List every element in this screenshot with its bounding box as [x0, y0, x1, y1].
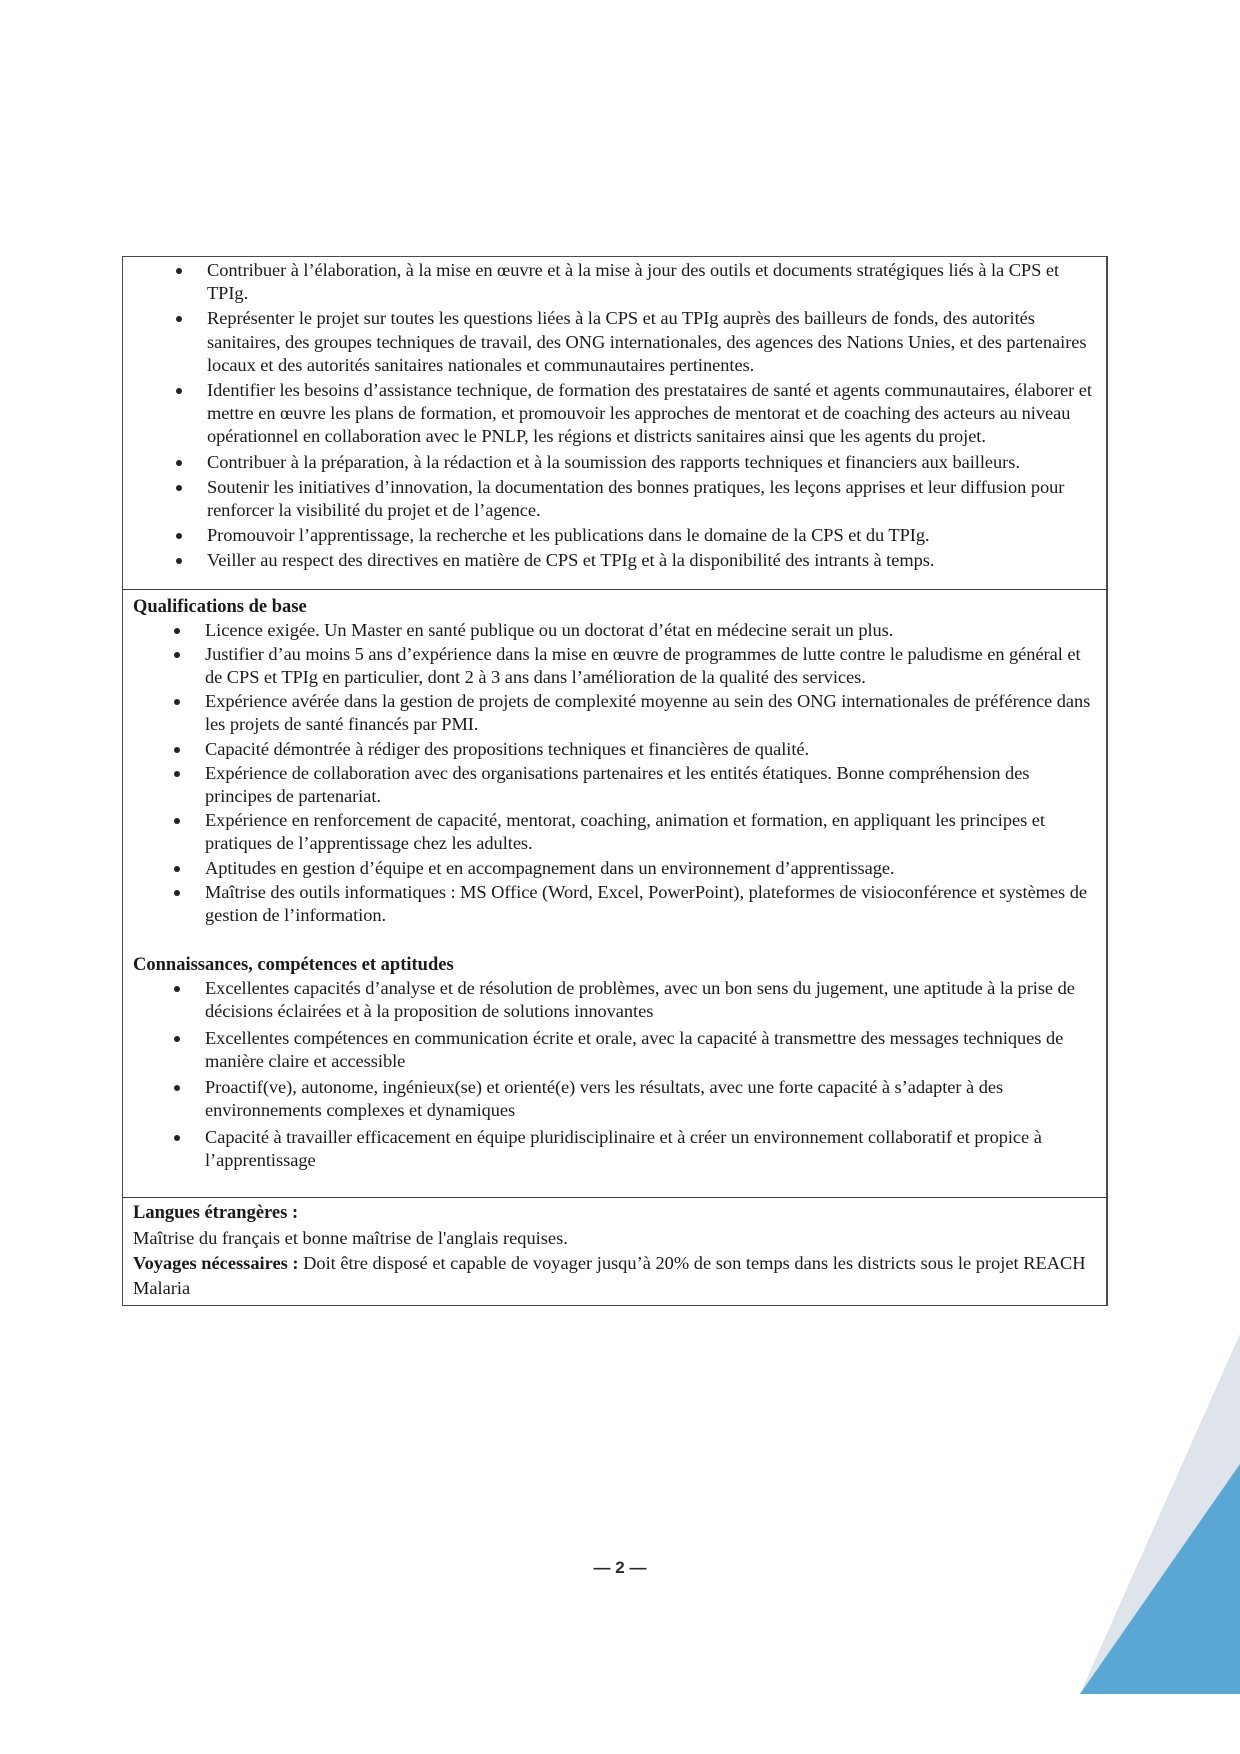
- qualifications-section: [123, 589, 1106, 1197]
- qualifications-heading: Qualifications de base: [133, 596, 307, 617]
- competencies-list: [123, 977, 1098, 1197]
- travel-requirement: [133, 1251, 1098, 1301]
- bullet-icon: [174, 1085, 180, 1091]
- bullet-icon: [174, 1036, 180, 1042]
- list-item: Capacité à travailler efficacement en équipe pluridisciplinaire et à créer un environnement collaboratif et propice à l’apprentissage: [123, 1126, 1098, 1172]
- bullet-icon: [174, 652, 180, 658]
- decoration-light-triangle: [1080, 1334, 1240, 1694]
- list-item: Soutenir les initiatives d’innovation, la documentation des bonnes pratiques, les leçons apprises et leur diffusion pour renforcer la visibilité du projet et de l’agence.: [123, 476, 1098, 522]
- list-item: Justifier d’au moins 5 ans d’expérience dans la mise en œuvre de programmes de lutte contre le paludisme en général et de CPS et TPIg en particulier, dont 2 à 3 ans dans l’amélioration de la qualité des services.: [123, 643, 1098, 689]
- decoration-blue-triangle: [1080, 1464, 1240, 1694]
- page-number: — 2 —: [593, 1558, 647, 1577]
- list-item: Contribuer à la préparation, à la rédaction et à la soumission des rapports techniques et financiers aux bailleurs.: [123, 451, 1098, 474]
- travel-text: Doit être disposé et capable de voyager jusqu’à 20% de son temps dans les districts sous le projet REACH Malaria: [133, 1252, 1086, 1298]
- bullet-icon: [176, 533, 182, 539]
- bullet-icon: [174, 1135, 180, 1141]
- list-item: Expérience en renforcement de capacité, mentorat, coaching, animation et formation, en appliquant les principes et pratiques de l’apprentissage chez les adultes.: [123, 809, 1098, 855]
- list-item: Proactif(ve), autonome, ingénieux(se) et orienté(e) vers les résultats, avec une forte capacité à s’adapter à des environnements complexes et dynamiques: [123, 1076, 1098, 1122]
- job-description-table: [122, 256, 1108, 1306]
- list-item: Représenter le projet sur toutes les questions liées à la CPS et au TPIg auprès des bailleurs de fonds, des autorités sanitaires, des groupes techniques de travail, des ONG internationales, des agences des Nations Unies, et des partenaires locaux et des autorités sanitaires nationales et communautaires pertinentes.: [123, 307, 1098, 377]
- bullet-icon: [176, 388, 182, 394]
- bullet-icon: [174, 818, 180, 824]
- bullet-icon: [174, 986, 180, 992]
- list-item: Expérience de collaboration avec des organisations partenaires et les entités étatiques. Bonne compréhension des principes de partenariat.: [123, 762, 1098, 808]
- list-item: Expérience avérée dans la gestion de projets de complexité moyenne au sein des ONG internationales de préférence dans les projets de santé financés par PMI.: [123, 690, 1098, 736]
- list-item: Maîtrise des outils informatiques : MS Office (Word, Excel, PowerPoint), plateformes de visioconférence et systèmes de gestion de l’information.: [123, 881, 1098, 927]
- list-item: Identifier les besoins d’assistance technique, de formation des prestataires de santé et agents communautaires, élaborer et mettre en œuvre les plans de formation, et promouvoir les approches de mentorat et de coaching des acteurs au niveau opérationnel en collaboration avec le PNLP, les régions et districts sanitaires ainsi que les agents du projet.: [123, 379, 1098, 449]
- list-item: Aptitudes en gestion d’équipe et en accompagnement dans un environnement d’apprentissage.: [123, 857, 1098, 880]
- bullet-icon: [174, 771, 180, 777]
- bullet-icon: [174, 699, 180, 705]
- bullet-icon: [174, 747, 180, 753]
- list-item: Capacité démontrée à rédiger des propositions techniques et financières de qualité.: [123, 738, 1098, 761]
- travel-label: Voyages nécessaires :: [133, 1252, 299, 1273]
- bullet-icon: [176, 460, 182, 466]
- bullet-icon: [176, 558, 182, 564]
- bullet-icon: [176, 316, 182, 322]
- bullet-icon: [174, 866, 180, 872]
- languages-heading: Langues étrangères :: [133, 1202, 299, 1223]
- corner-decoration: [1040, 1334, 1240, 1754]
- bullet-icon: [176, 485, 182, 491]
- languages-text: Maîtrise du français et bonne maîtrise de l'anglais requises.: [133, 1227, 568, 1248]
- bullet-icon: [174, 628, 180, 634]
- qualifications-list: [123, 619, 1098, 928]
- list-item: Excellentes compétences en communication écrite et orale, avec la capacité à transmettre des messages techniques de manière claire et accessible: [123, 1027, 1098, 1073]
- list-item: Excellentes capacités d’analyse et de résolution de problèmes, avec un bon sens du jugement, une aptitude à la prise de décisions éclairées et à la proposition de solutions innovantes: [123, 977, 1098, 1023]
- list-item: Contribuer à l’élaboration, à la mise en œuvre et à la mise à jour des outils et documents stratégiques liés à la CPS et TPIg.: [123, 259, 1098, 305]
- responsibilities-list: [123, 259, 1098, 573]
- bullet-icon: [176, 268, 182, 274]
- bullet-icon: [174, 890, 180, 896]
- list-item: Veiller au respect des directives en matière de CPS et TPIg et à la disponibilité des intrants à temps.: [123, 549, 1098, 572]
- list-item: Promouvoir l’apprentissage, la recherche et les publications dans le domaine de la CPS et du TPIg.: [123, 524, 1098, 547]
- list-item: Licence exigée. Un Master en santé publique ou un doctorat d’état en médecine serait un plus.: [123, 619, 1098, 642]
- competencies-heading: Connaissances, compétences et aptitudes: [133, 955, 454, 976]
- languages-section: [123, 1197, 1106, 1305]
- responsibilities-section: [123, 257, 1106, 589]
